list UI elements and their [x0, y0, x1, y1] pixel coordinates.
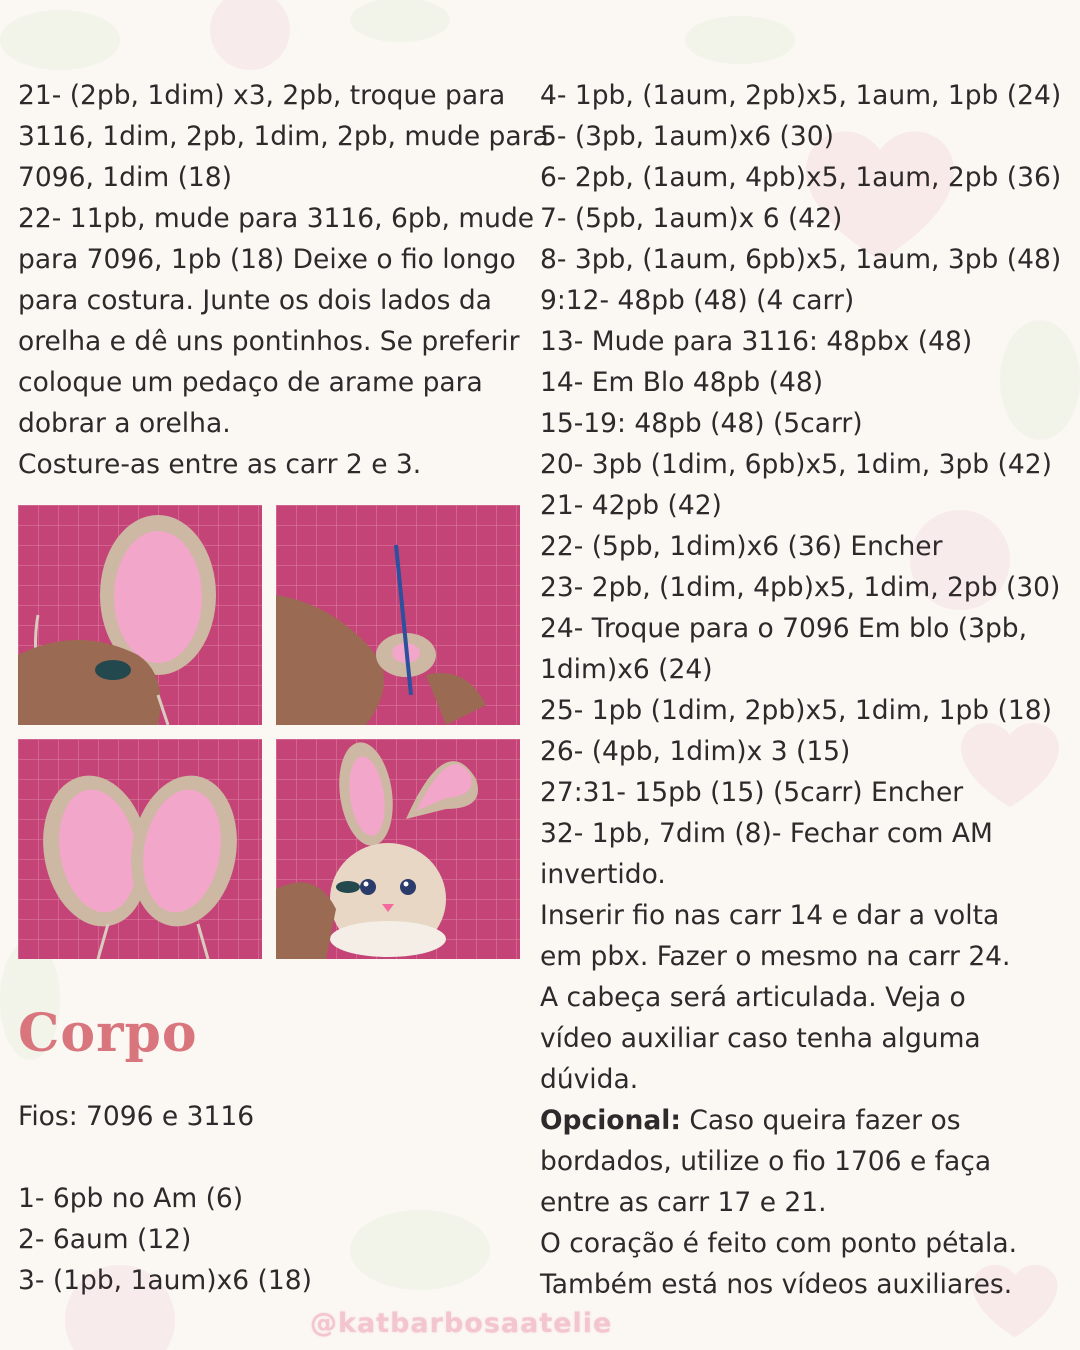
- text-line: 9:12- 48pb (48) (4 carr): [540, 285, 855, 316]
- text-line: para 7096, 1pb (18) Deixe o fio longo: [18, 244, 516, 275]
- text-line: vídeo auxiliar caso tenha alguma: [540, 1023, 981, 1054]
- two-ears-photo: [18, 739, 262, 959]
- text-line: 22- 11pb, mude para 3116, 6pb, mude: [18, 203, 535, 234]
- text-line: dobrar a orelha.: [18, 408, 231, 439]
- text-line: Inserir fio nas carr 14 e dar a volta: [540, 900, 1000, 931]
- left-column-text: [18, 75, 549, 485]
- text-line: invertido.: [540, 859, 666, 890]
- text-line: 21- (2pb, 1dim) x3, 2pb, troque para: [18, 80, 506, 111]
- sewing-ear-photo: [276, 505, 520, 725]
- text-line: 23- 2pb, (1dim, 4pb)x5, 1dim, 2pb (30): [540, 572, 1061, 603]
- bunny-head-photo: [276, 739, 520, 959]
- text-line: coloque um pedaço de arame para: [18, 367, 483, 398]
- text-line: A cabeça será articulada. Veja o: [540, 982, 966, 1013]
- text-line: 21- 42pb (42): [540, 490, 722, 521]
- section-title-corpo: Corpo: [18, 1003, 198, 1064]
- optional-text: Caso queira fazer os: [680, 1105, 961, 1136]
- spacer: [18, 1137, 518, 1178]
- flower-decoration: [210, 0, 290, 70]
- text-line: 32- 1pb, 7dim (8)- Fechar com AM: [540, 818, 993, 849]
- text-line: 1dim)x6 (24): [540, 654, 713, 685]
- text-line: 26- (4pb, 1dim)x 3 (15): [540, 736, 851, 767]
- photo-grid: [18, 505, 520, 959]
- text-line: 1- 6pb no Am (6): [18, 1183, 244, 1214]
- instagram-handle-watermark: @katbarbosaatelie: [310, 1308, 613, 1339]
- text-line: 27:31- 15pb (15) (5carr) Encher: [540, 777, 964, 808]
- text-line: 2- 6aum (12): [18, 1224, 192, 1255]
- yarn-info: Fios: 7096 e 3116: [18, 1101, 255, 1132]
- text-line: Costure-as entre as carr 2 e 3.: [18, 449, 422, 480]
- right-column-text: [540, 75, 1060, 1305]
- leaf-decoration: [685, 16, 795, 64]
- text-line: em pbx. Fazer o mesmo na carr 24.: [540, 941, 1011, 972]
- text-line: orelha e dê uns pontinhos. Se preferir: [18, 326, 520, 357]
- text-line: 7- (5pb, 1aum)x 6 (42): [540, 203, 843, 234]
- text-line: O coração é feito com ponto pétala.: [540, 1228, 1018, 1259]
- text-line: 4- 1pb, (1aum, 2pb)x5, 1aum, 1pb (24): [540, 80, 1062, 111]
- text-line: 14- Em Blo 48pb (48): [540, 367, 824, 398]
- ear-crochet-photo: [18, 505, 262, 725]
- text-line: bordados, utilize o fio 1706 e faça: [540, 1146, 992, 1177]
- corpo-instructions: [18, 1096, 518, 1301]
- text-line: 7096, 1dim (18): [18, 162, 232, 193]
- text-line: 3116, 1dim, 2pb, 1dim, 2pb, mude para: [18, 121, 549, 152]
- text-line: Também está nos vídeos auxiliares.: [540, 1269, 1013, 1300]
- text-line: para costura. Junte os dois lados da: [18, 285, 492, 316]
- text-line: entre as carr 17 e 21.: [540, 1187, 827, 1218]
- text-line: 8- 3pb, (1aum, 6pb)x5, 1aum, 3pb (48): [540, 244, 1062, 275]
- text-line: 5- (3pb, 1aum)x6 (30): [540, 121, 834, 152]
- leaf-decoration: [0, 10, 120, 70]
- text-line: 3- (1pb, 1aum)x6 (18): [18, 1265, 312, 1296]
- optional-line: [540, 1100, 1060, 1141]
- text-line: 13- Mude para 3116: 48pbx (48): [540, 326, 973, 357]
- text-line: 6- 2pb, (1aum, 4pb)x5, 1aum, 2pb (36): [540, 162, 1062, 193]
- text-line: 15-19: 48pb (48) (5carr): [540, 408, 863, 439]
- text-line: 20- 3pb (1dim, 6pb)x5, 1dim, 3pb (42): [540, 449, 1052, 480]
- text-line: 25- 1pb (1dim, 2pb)x5, 1dim, 1pb (18): [540, 695, 1052, 726]
- text-line: dúvida.: [540, 1064, 639, 1095]
- text-line: 24- Troque para o 7096 Em blo (3pb,: [540, 613, 1028, 644]
- optional-label: Opcional:: [540, 1105, 681, 1136]
- leaf-decoration: [350, 0, 450, 42]
- text-line: 22- (5pb, 1dim)x6 (36) Encher: [540, 531, 943, 562]
